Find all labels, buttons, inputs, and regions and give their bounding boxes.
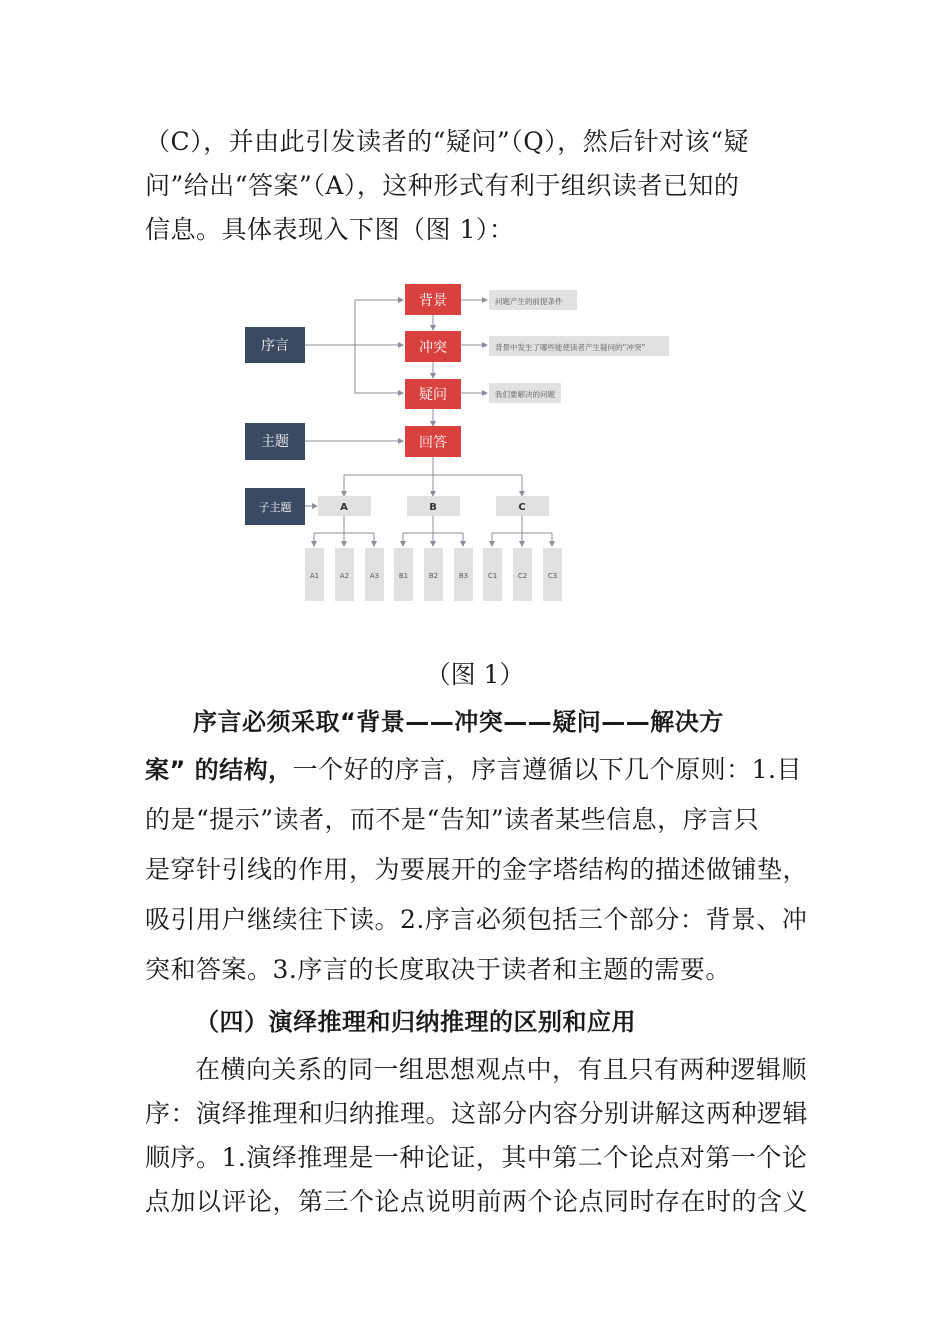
- leaf-node-label: C3: [547, 572, 558, 580]
- preface-bold-line-2: 案” 的结构，: [145, 756, 293, 784]
- sub-node-b-label: B: [429, 502, 437, 513]
- section-line-3: 顺序。1.演绎推理是一种论证，其中第二个论点对第一个论: [145, 1143, 808, 1172]
- node-background-label: 背景: [419, 293, 447, 309]
- note-question-text: 我们要解决的问题: [495, 390, 555, 399]
- leaf-node: [513, 548, 532, 601]
- node-conflict: [405, 331, 461, 362]
- preface-bold-line-1: 序言必须采取“背景——冲突——疑问——解决方: [193, 708, 724, 736]
- sub-node-a-label: A: [340, 502, 348, 513]
- sub-node-c: [496, 496, 549, 516]
- leaf-node: [305, 548, 324, 601]
- intro-line-1: （C），并由此引发读者的“疑问”（Q），然后针对该“疑: [145, 127, 749, 156]
- node-subtopic: [245, 488, 305, 525]
- section-line-2: 序：演绎推理和归纳推理。这部分内容分别讲解这两种逻辑: [145, 1099, 809, 1128]
- note-background: [489, 290, 577, 310]
- node-answer-label: 回答: [419, 435, 447, 451]
- section-line-4: 点加以评论，第三个论点说明前两个论点同时存在时的含义: [145, 1187, 809, 1216]
- node-preface: [245, 327, 305, 363]
- preface-line-2: [145, 750, 802, 786]
- leaf-node: [424, 548, 443, 601]
- sub-node-b: [407, 496, 460, 516]
- node-subtopic-label: 子主题: [258, 501, 292, 514]
- leaf-node-label: B1: [398, 572, 409, 580]
- leaf-node: [543, 548, 562, 601]
- leaf-node-label: C2: [517, 572, 528, 580]
- preface-line-4: 是穿针引线的作用，为要展开的金字塔结构的描述做铺垫，: [145, 855, 809, 884]
- note-conflict-text: 背景中发生了哪些能使读者产生疑问的“冲突”: [495, 343, 646, 352]
- figure-caption: （图 1）: [425, 660, 525, 689]
- leaf-node-label: A2: [339, 572, 350, 580]
- node-preface-label: 序言: [261, 338, 289, 354]
- preface-line-3: 的是“提示”读者，而不是“告知”读者某些信息，序言只: [145, 805, 760, 834]
- preface-line-6: 突和答案。3.序言的长度取决于读者和主题的需要。: [145, 955, 731, 984]
- leaf-node-label: A1: [309, 572, 320, 580]
- note-conflict: [489, 336, 669, 356]
- preface-line-5: 吸引用户继续往下读。2.序言必须包括三个部分：背景、冲: [145, 905, 808, 934]
- leaf-node-label: B3: [458, 572, 469, 580]
- node-question: [405, 379, 461, 409]
- leaf-node-label: B2: [428, 572, 439, 580]
- leaf-node-label: A3: [369, 572, 380, 580]
- leaf-node: [483, 548, 502, 601]
- node-question-label: 疑问: [419, 387, 447, 403]
- section-heading: （四）演绎推理和归纳推理的区别和应用: [195, 1008, 636, 1036]
- node-answer: [405, 426, 461, 457]
- sub-node-c-label: C: [518, 502, 526, 513]
- node-conflict-label: 冲突: [419, 340, 447, 356]
- preface-line-2-rest: 一个好的序言，序言遵循以下几个原则：1.目: [292, 755, 802, 784]
- node-background: [405, 284, 461, 315]
- note-question: [489, 383, 561, 403]
- sub-node-a: [318, 496, 371, 516]
- node-topic: [245, 423, 305, 460]
- intro-line-2: 问”给出“答案”（A），这种形式有利于组织读者已知的: [145, 171, 740, 200]
- intro-line-3: 信息。具体表现入下图（图 1）：: [145, 215, 515, 244]
- leaf-node-label: C1: [487, 572, 498, 580]
- pyramid-diagram: [240, 278, 646, 608]
- section-line-1: 在横向关系的同一组思想观点中，有且只有两种逻辑顺: [195, 1055, 808, 1084]
- leaf-node: [335, 548, 354, 601]
- leaf-node: [365, 548, 384, 601]
- node-topic-label: 主题: [261, 434, 289, 450]
- note-background-text: 问题产生的前提条件: [495, 297, 563, 306]
- leaf-node: [394, 548, 413, 601]
- leaf-node: [454, 548, 473, 601]
